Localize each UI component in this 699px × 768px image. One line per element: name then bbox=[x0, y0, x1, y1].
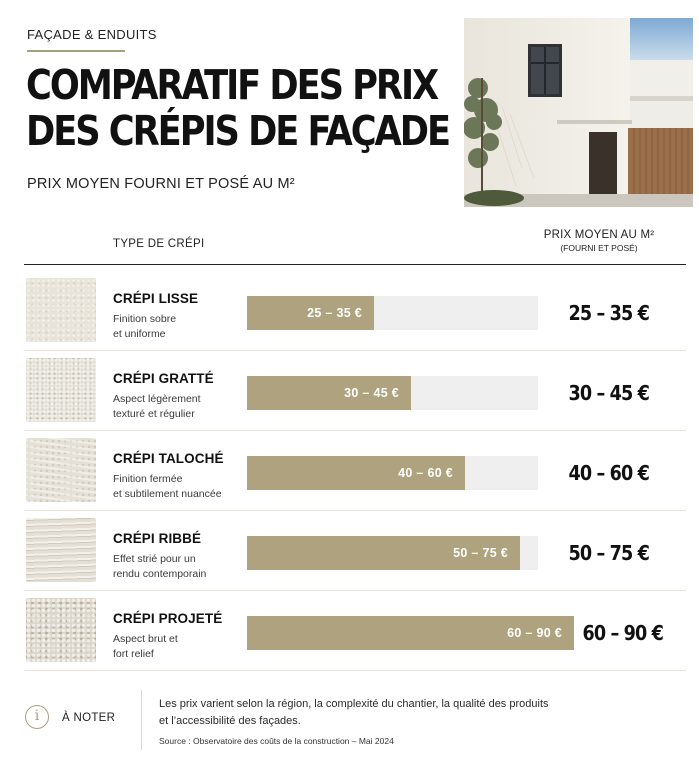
row-description-line-2: texturé et régulier bbox=[113, 408, 195, 420]
price-value bbox=[550, 293, 668, 333]
price-bar bbox=[247, 296, 374, 330]
kicker: FAÇADE & ENDUITS bbox=[27, 27, 157, 42]
note-divider bbox=[141, 690, 142, 750]
row-description bbox=[113, 472, 253, 502]
price-row-lisse bbox=[24, 270, 686, 351]
row-name: CRÉPI LISSE bbox=[113, 291, 199, 306]
note-text-line-1: Les prix varient selon la région, la complexité du chantier, la qualité des produits bbox=[159, 698, 549, 710]
price-row-ribbe bbox=[24, 510, 686, 591]
title-line-2: DES CRÉPIS DE FAÇADE bbox=[26, 107, 449, 155]
column-header-price bbox=[540, 229, 658, 253]
texture-swatch-ribbe bbox=[26, 518, 96, 582]
column-header-price-main: PRIX MOYEN AU M² bbox=[543, 229, 655, 241]
row-description-line-2: et subtilement nuancée bbox=[113, 488, 222, 500]
row-description-line-1: Finition sobre bbox=[113, 313, 177, 325]
price-value-text: 25 – 35 € bbox=[568, 301, 650, 325]
price-value bbox=[564, 613, 682, 653]
price-value bbox=[550, 533, 668, 573]
row-description-line-1: Effet strié pour un bbox=[113, 553, 196, 565]
row-name: CRÉPI GRATTÉ bbox=[113, 371, 214, 386]
row-description-line-2: et uniforme bbox=[113, 328, 166, 340]
price-value-text: 40 – 60 € bbox=[568, 461, 650, 485]
row-description bbox=[113, 312, 253, 342]
row-description-line-2: rendu contemporain bbox=[113, 568, 207, 580]
kicker-underline bbox=[27, 50, 125, 52]
page-title bbox=[26, 62, 449, 154]
page-subtitle: PRIX MOYEN FOURNI ET POSÉ AU M² bbox=[27, 176, 295, 192]
row-name: CRÉPI PROJETÉ bbox=[113, 611, 223, 626]
note-label: À NOTER bbox=[62, 712, 116, 724]
column-header-type: TYPE DE CRÉPI bbox=[113, 238, 205, 250]
price-bar bbox=[247, 376, 411, 410]
note-text bbox=[159, 696, 579, 730]
bar-label: 50 – 75 € bbox=[453, 546, 508, 560]
price-value bbox=[550, 373, 668, 413]
header-divider bbox=[24, 264, 686, 265]
row-description-line-2: fort relief bbox=[113, 648, 154, 660]
note-text-line-2: et l’accessibilité des façades. bbox=[159, 715, 301, 727]
facade-photo bbox=[464, 18, 693, 207]
row-description-line-1: Finition fermée bbox=[113, 473, 183, 485]
price-row-gratte bbox=[24, 350, 686, 431]
price-value-text: 60 – 90 € bbox=[582, 621, 664, 645]
price-row-taloche bbox=[24, 430, 686, 511]
price-bar bbox=[247, 536, 520, 570]
texture-swatch-projete bbox=[26, 598, 96, 662]
price-value-text: 30 – 45 € bbox=[568, 381, 650, 405]
texture-swatch-lisse bbox=[26, 278, 96, 342]
bar-label: 60 – 90 € bbox=[507, 626, 562, 640]
bar-label: 40 – 60 € bbox=[398, 466, 453, 480]
row-description bbox=[113, 392, 253, 422]
price-row-projete bbox=[24, 590, 686, 671]
row-description-line-1: Aspect légèrement bbox=[113, 393, 201, 405]
price-value-text: 50 – 75 € bbox=[568, 541, 650, 565]
note-source: Source : Observatoire des coûts de la construction – Mai 2024 bbox=[159, 736, 394, 746]
price-bar bbox=[247, 616, 574, 650]
bar-label: 25 – 35 € bbox=[307, 306, 362, 320]
bar-label: 30 – 45 € bbox=[344, 386, 399, 400]
row-description bbox=[113, 552, 253, 582]
column-header-price-note: (FOURNI ET POSÉ) bbox=[560, 243, 638, 253]
row-description-line-1: Aspect brut et bbox=[113, 633, 178, 645]
row-name: CRÉPI RIBBÉ bbox=[113, 531, 202, 546]
info-icon: i bbox=[25, 705, 49, 729]
row-description bbox=[113, 632, 253, 662]
price-value bbox=[550, 453, 668, 493]
price-bar bbox=[247, 456, 465, 490]
texture-swatch-gratte bbox=[26, 358, 96, 422]
texture-swatch-taloche bbox=[26, 438, 96, 502]
title-line-1: COMPARATIF DES PRIX bbox=[26, 61, 438, 109]
row-name: CRÉPI TALOCHÉ bbox=[113, 451, 224, 466]
